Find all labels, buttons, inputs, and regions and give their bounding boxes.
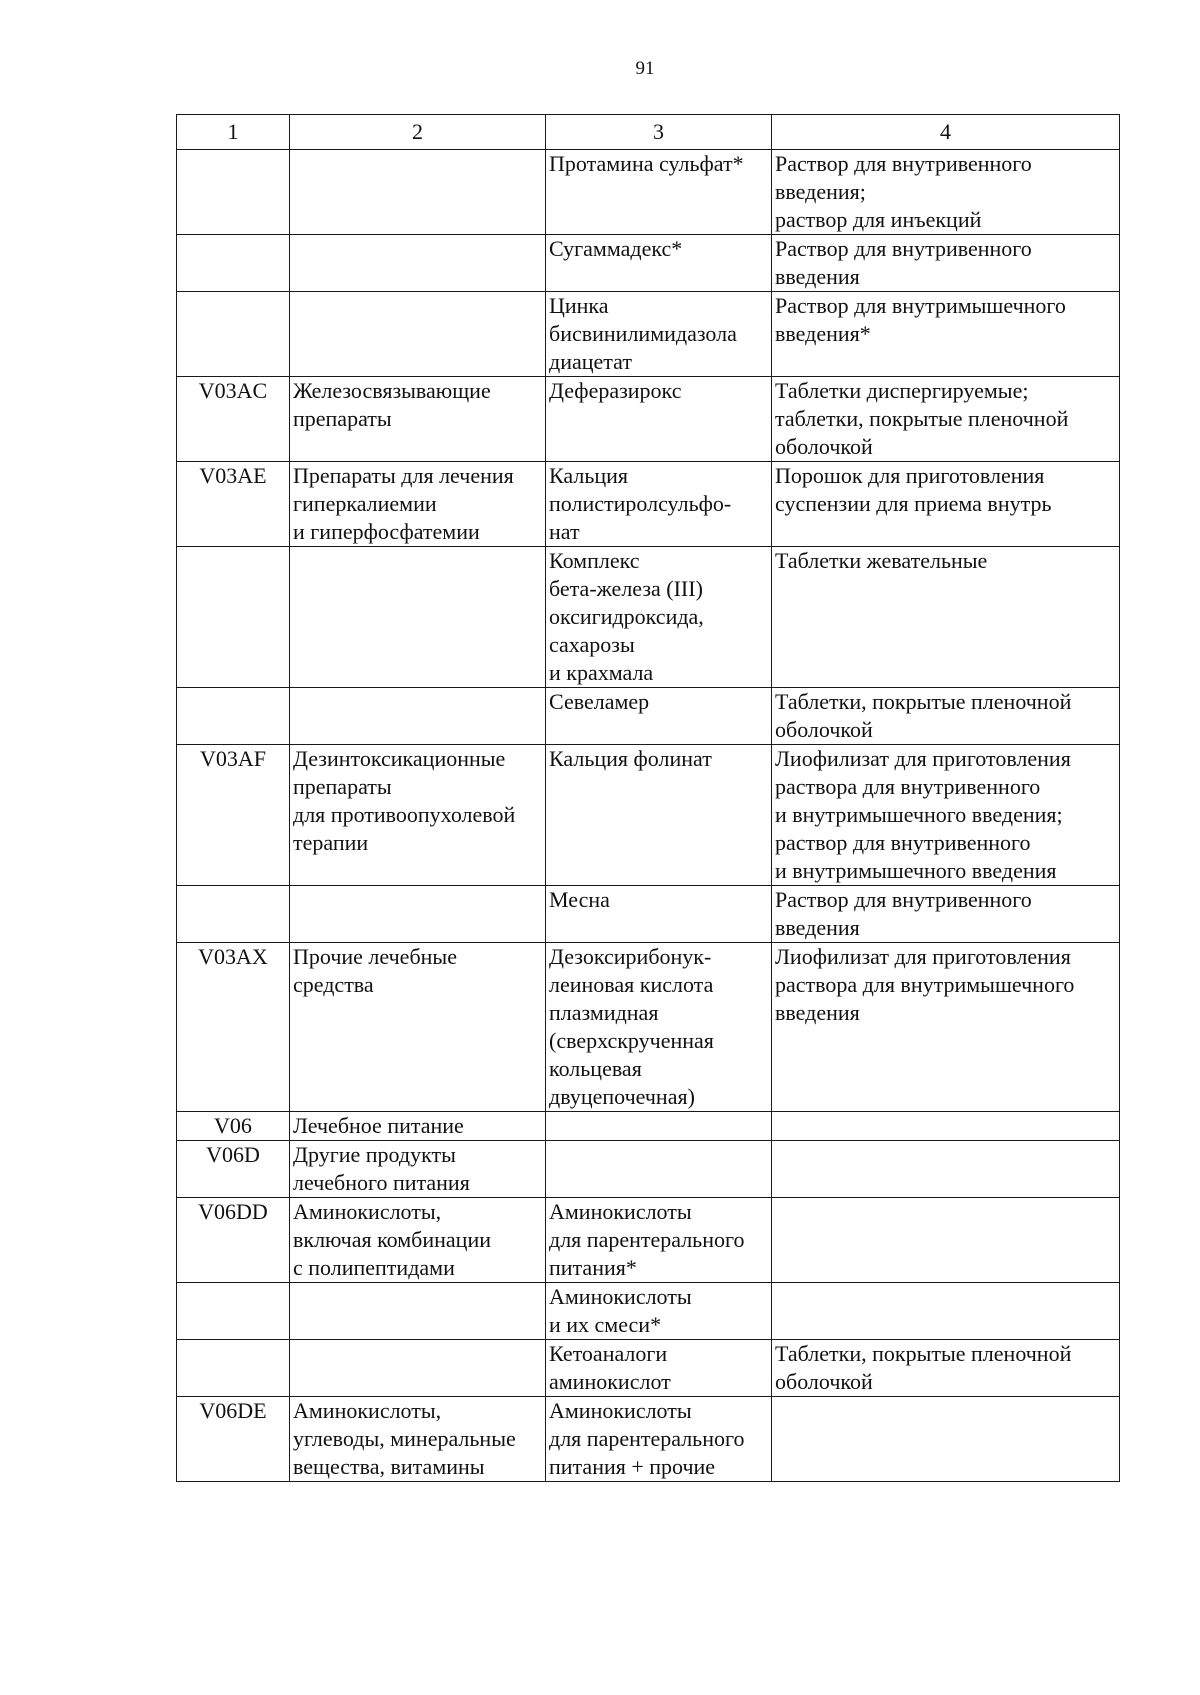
cell-line: Аминокислоты: [549, 1398, 692, 1423]
cell-line: Лиофилизат для приготовления: [775, 944, 1071, 969]
cell-line: Севеламер: [549, 689, 650, 714]
cell-line: Другие продукты: [293, 1142, 456, 1167]
atc-code-cell: V06D: [177, 1141, 290, 1198]
cell-line: Таблетки, покрытые пленочной: [775, 1341, 1072, 1366]
cell-line: средства: [293, 972, 374, 997]
cell-line: Аминокислоты,: [293, 1398, 442, 1423]
group-name-cell: [290, 1198, 546, 1283]
header-cell-1: 1: [177, 115, 290, 150]
cell-line: и крахмала: [549, 660, 654, 685]
cell-line: раствора для внутримышечного: [775, 972, 1075, 997]
cell-line: Раствор для внутривенного: [775, 236, 1032, 261]
group-name-cell: [290, 1112, 546, 1141]
cell-line: и гиперфосфатемии: [293, 519, 480, 544]
dosage-form-cell: [772, 1198, 1120, 1283]
substance-cell: [546, 292, 772, 377]
dosage-form-cell: [772, 1397, 1120, 1482]
table-body: [177, 150, 1120, 1482]
header-cell-4: 4: [772, 115, 1120, 150]
substance-cell: [546, 745, 772, 886]
cell-line: с полипептидами: [293, 1255, 455, 1280]
cell-line: аминокислот: [549, 1369, 671, 1394]
dosage-form-cell: [772, 1112, 1120, 1141]
table-row: [177, 150, 1120, 235]
atc-code-cell: [177, 150, 290, 235]
group-name-cell: [290, 1397, 546, 1482]
cell-line: Порошок для приготовления: [775, 463, 1045, 488]
cell-line: Таблетки жевательные: [775, 548, 988, 573]
substance-cell: [546, 688, 772, 745]
cell-line: Комплекс: [549, 548, 640, 573]
substance-cell: [546, 1141, 772, 1198]
cell-line: бета-железа (III): [549, 576, 703, 601]
atc-code-cell: [177, 886, 290, 943]
atc-code-cell: V06: [177, 1112, 290, 1141]
group-name-cell: [290, 462, 546, 547]
cell-line: раствор для внутривенного: [775, 830, 1031, 855]
table-row: [177, 1141, 1120, 1198]
dosage-form-cell: [772, 235, 1120, 292]
atc-code-cell: [177, 1340, 290, 1397]
table-row: [177, 292, 1120, 377]
cell-line: двуцепочечная): [549, 1084, 695, 1109]
cell-line: для противоопухолевой: [293, 802, 516, 827]
cell-line: лечебного питания: [293, 1170, 470, 1195]
medication-table: [176, 114, 1120, 1482]
atc-code-cell: V03AX: [177, 943, 290, 1112]
atc-code-cell: [177, 688, 290, 745]
cell-line: введения: [775, 264, 860, 289]
header-cell-2: 2: [290, 115, 546, 150]
table-row: [177, 1112, 1120, 1141]
table-row: [177, 688, 1120, 745]
dosage-form-cell: [772, 745, 1120, 886]
cell-line: углеводы, минеральные: [293, 1426, 516, 1451]
dosage-form-cell: [772, 688, 1120, 745]
atc-code-cell: V03AF: [177, 745, 290, 886]
cell-line: введения: [775, 915, 860, 940]
cell-line: Кальция: [549, 463, 629, 488]
substance-cell: [546, 1340, 772, 1397]
cell-line: и внутримышечного введения;: [775, 802, 1063, 827]
cell-line: сахарозы: [549, 632, 635, 657]
cell-line: вещества, витамины: [293, 1454, 485, 1479]
dosage-form-cell: [772, 462, 1120, 547]
cell-line: введения*: [775, 321, 871, 346]
atc-code-cell: [177, 235, 290, 292]
cell-line: введения;: [775, 179, 866, 204]
table-row: [177, 1198, 1120, 1283]
group-name-cell: [290, 292, 546, 377]
cell-line: и внутримышечного введения: [775, 858, 1057, 883]
cell-line: бисвинилимидазола: [549, 321, 737, 346]
group-name-cell: [290, 745, 546, 886]
cell-line: таблетки, покрытые пленочной: [775, 406, 1069, 431]
atc-code-cell: V06DD: [177, 1198, 290, 1283]
cell-line: Препараты для лечения: [293, 463, 514, 488]
substance-cell: [546, 150, 772, 235]
cell-line: Месна: [549, 887, 610, 912]
dosage-form-cell: [772, 943, 1120, 1112]
cell-line: Аминокислоты,: [293, 1199, 442, 1224]
cell-line: Кальция фолинат: [549, 746, 712, 771]
cell-line: Прочие лечебные: [293, 944, 457, 969]
cell-line: диацетат: [549, 349, 632, 374]
cell-line: Протамина сульфат*: [549, 151, 744, 176]
table-row: [177, 1340, 1120, 1397]
cell-line: Таблетки диспергируемые;: [775, 378, 1029, 403]
group-name-cell: [290, 150, 546, 235]
cell-line: Лиофилизат для приготовления: [775, 746, 1071, 771]
group-name-cell: [290, 943, 546, 1112]
dosage-form-cell: [772, 1141, 1120, 1198]
atc-code-cell: [177, 1283, 290, 1340]
dosage-form-cell: [772, 377, 1120, 462]
group-name-cell: [290, 688, 546, 745]
table-row: [177, 462, 1120, 547]
cell-line: для парентерального: [549, 1227, 745, 1252]
substance-cell: [546, 547, 772, 688]
dosage-form-cell: [772, 1340, 1120, 1397]
cell-line: оболочкой: [775, 1369, 873, 1394]
table-row: [177, 235, 1120, 292]
atc-code-cell: V03AE: [177, 462, 290, 547]
cell-line: питания + прочие: [549, 1454, 716, 1479]
cell-line: Таблетки, покрытые пленочной: [775, 689, 1072, 714]
cell-line: оболочкой: [775, 434, 873, 459]
cell-line: включая комбинации: [293, 1227, 491, 1252]
cell-line: Раствор для внутривенного: [775, 887, 1032, 912]
table-row: [177, 377, 1120, 462]
group-name-cell: [290, 1141, 546, 1198]
cell-line: оксигидроксида,: [549, 604, 704, 629]
cell-line: нат: [549, 519, 580, 544]
group-name-cell: [290, 547, 546, 688]
cell-line: Дезинтоксикационные: [293, 746, 506, 771]
substance-cell: [546, 377, 772, 462]
dosage-form-cell: [772, 292, 1120, 377]
cell-line: Лечебное питание: [293, 1113, 464, 1138]
cell-line: раствора для внутривенного: [775, 774, 1041, 799]
cell-line: Кетоаналоги: [549, 1341, 668, 1366]
cell-line: Железосвязывающие: [293, 378, 491, 403]
atc-code-cell: V03AC: [177, 377, 290, 462]
cell-line: Аминокислоты: [549, 1199, 692, 1224]
cell-line: препараты: [293, 774, 392, 799]
group-name-cell: [290, 377, 546, 462]
cell-line: раствор для инъекций: [775, 207, 982, 232]
cell-line: гиперкалиемии: [293, 491, 437, 516]
table-row: [177, 943, 1120, 1112]
dosage-form-cell: [772, 1283, 1120, 1340]
substance-cell: [546, 235, 772, 292]
cell-line: плазмидная: [549, 1000, 659, 1025]
table-row: [177, 745, 1120, 886]
dosage-form-cell: [772, 886, 1120, 943]
cell-line: оболочкой: [775, 717, 873, 742]
table-row: [177, 1283, 1120, 1340]
dosage-form-cell: [772, 150, 1120, 235]
table-row: [177, 547, 1120, 688]
substance-cell: [546, 1397, 772, 1482]
cell-line: Раствор для внутримышечного: [775, 293, 1066, 318]
cell-line: суспензии для приема внутрь: [775, 491, 1052, 516]
atc-code-cell: [177, 547, 290, 688]
page-number: 91: [635, 58, 655, 79]
cell-line: и их смеси*: [549, 1312, 662, 1337]
cell-line: терапии: [293, 830, 369, 855]
group-name-cell: [290, 235, 546, 292]
substance-cell: [546, 462, 772, 547]
group-name-cell: [290, 1340, 546, 1397]
table-row: [177, 1397, 1120, 1482]
group-name-cell: [290, 886, 546, 943]
substance-cell: [546, 1112, 772, 1141]
table-row: [177, 886, 1120, 943]
cell-line: для парентерального: [549, 1426, 745, 1451]
cell-line: Цинка: [549, 293, 609, 318]
cell-line: леиновая кислота: [549, 972, 714, 997]
cell-line: Дезоксирибонук-: [549, 944, 712, 969]
header-row: [177, 115, 1120, 150]
substance-cell: [546, 1198, 772, 1283]
cell-line: кольцевая: [549, 1056, 642, 1081]
cell-line: препараты: [293, 406, 392, 431]
cell-line: Деферазирокс: [549, 378, 682, 403]
group-name-cell: [290, 1283, 546, 1340]
cell-line: Аминокислоты: [549, 1284, 692, 1309]
cell-line: Сугаммадекс*: [549, 236, 683, 261]
dosage-form-cell: [772, 547, 1120, 688]
cell-line: питания*: [549, 1255, 637, 1280]
atc-code-cell: [177, 292, 290, 377]
atc-code-cell: V06DE: [177, 1397, 290, 1482]
cell-line: Раствор для внутривенного: [775, 151, 1032, 176]
substance-cell: [546, 886, 772, 943]
substance-cell: [546, 1283, 772, 1340]
header-cell-3: 3: [546, 115, 772, 150]
cell-line: полистиролсульфо-: [549, 491, 732, 516]
cell-line: (сверхскрученная: [549, 1028, 714, 1053]
substance-cell: [546, 943, 772, 1112]
cell-line: введения: [775, 1000, 860, 1025]
